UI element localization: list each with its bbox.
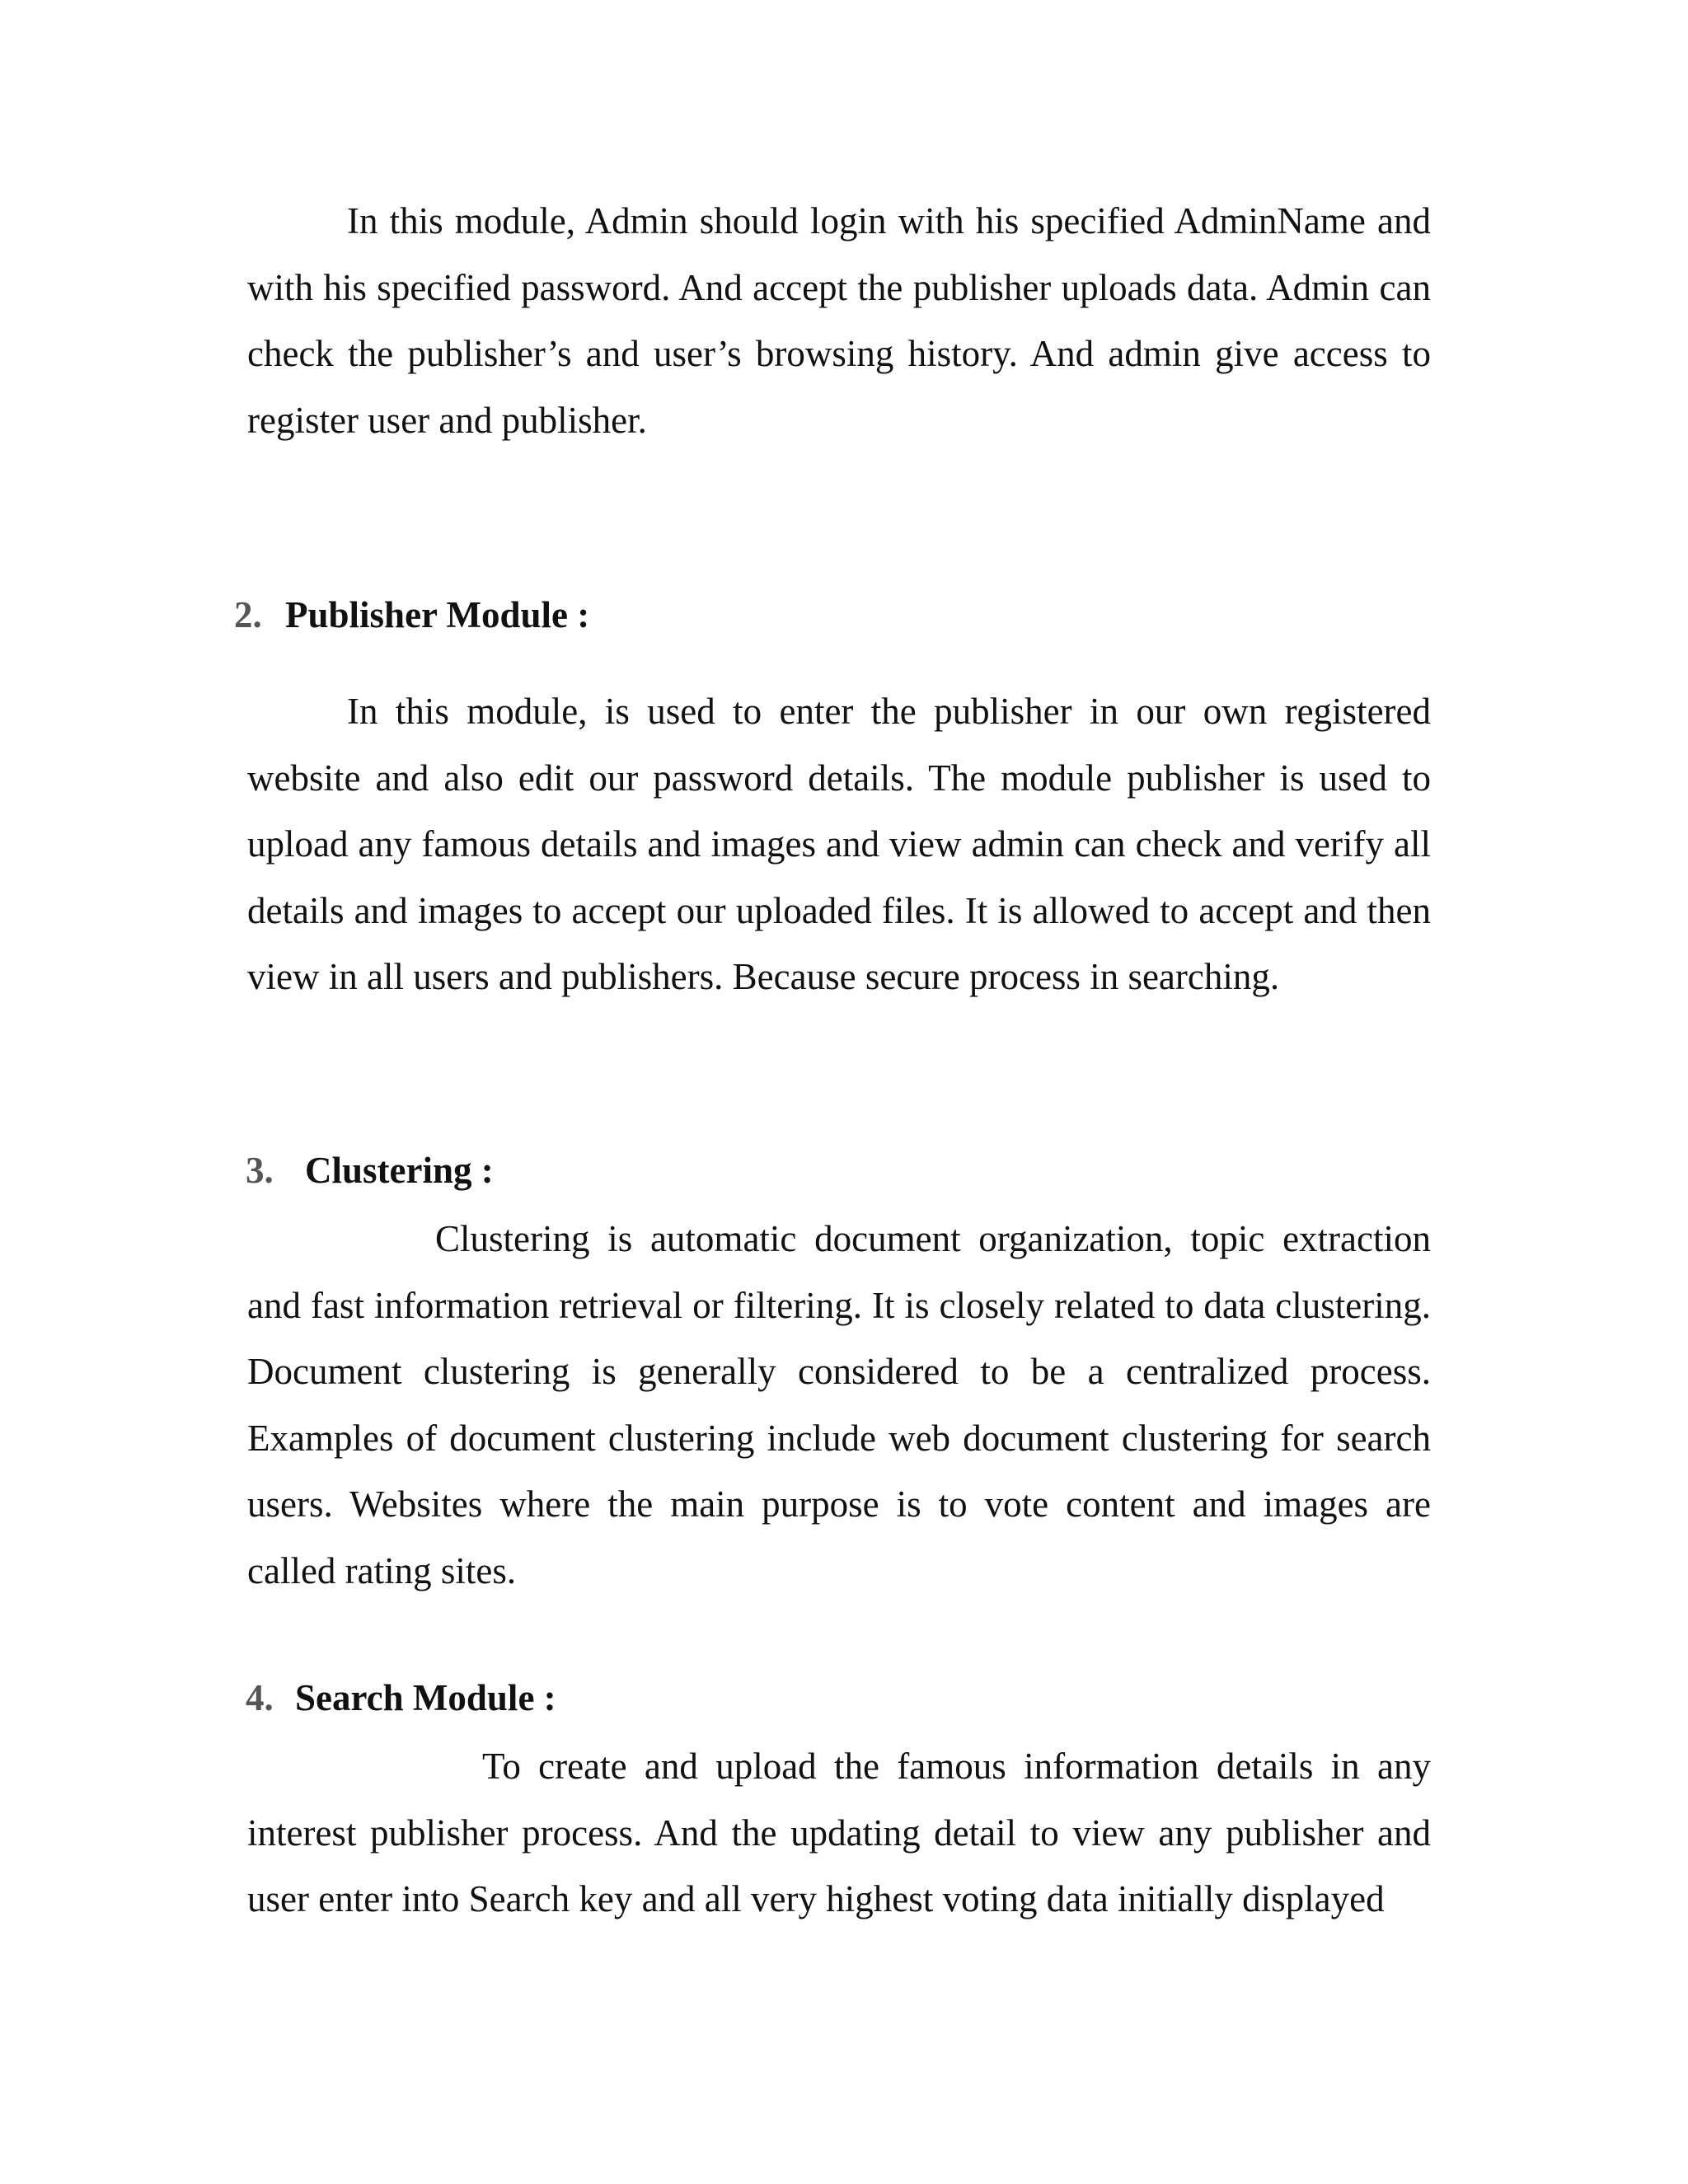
search-module-paragraph: To create and upload the famous information details in any interest publisher process. And the updating detail to view any publisher and user enter into Search key and all very highest voting data initially displayed [247, 1746, 1431, 1919]
publisher-module-paragraph: In this module, is used to enter the publisher in our own registered website and also edit our password details. The module publisher is used to upload any famous details and images and view admin can check and verify all details and images to accept our uploaded files. It is allowed to accept and then view in all users and publishers. Because secure process in searching. [247, 691, 1431, 997]
heading-title: Search Module : [295, 1677, 556, 1718]
heading-title: Publisher Module : [285, 594, 590, 635]
heading-number: 4. [246, 1677, 274, 1718]
search-module-heading [246, 1673, 556, 1722]
heading-number: 3. [246, 1150, 274, 1191]
heading-title: Clustering : [305, 1150, 494, 1191]
clustering-heading [246, 1146, 494, 1195]
clustering-paragraph: Clustering is automatic document organization, topic extraction and fast information retrieval or filtering. It is closely related to data clustering. Document clustering is generally considered to be a centralized process. Examples of document clustering include web document clustering for search users. Websites where the main purpose is to vote content and images are called rating sites. [247, 1218, 1431, 1591]
admin-module-paragraph: In this module, Admin should login with his specified AdminName and with his specified password. And accept the publisher uploads data. Admin can check the publisher’s and user’s browsing history. And admin give access to register user and publisher. [247, 200, 1431, 441]
heading-number: 2. [234, 594, 262, 635]
publisher-module-heading [234, 590, 589, 640]
